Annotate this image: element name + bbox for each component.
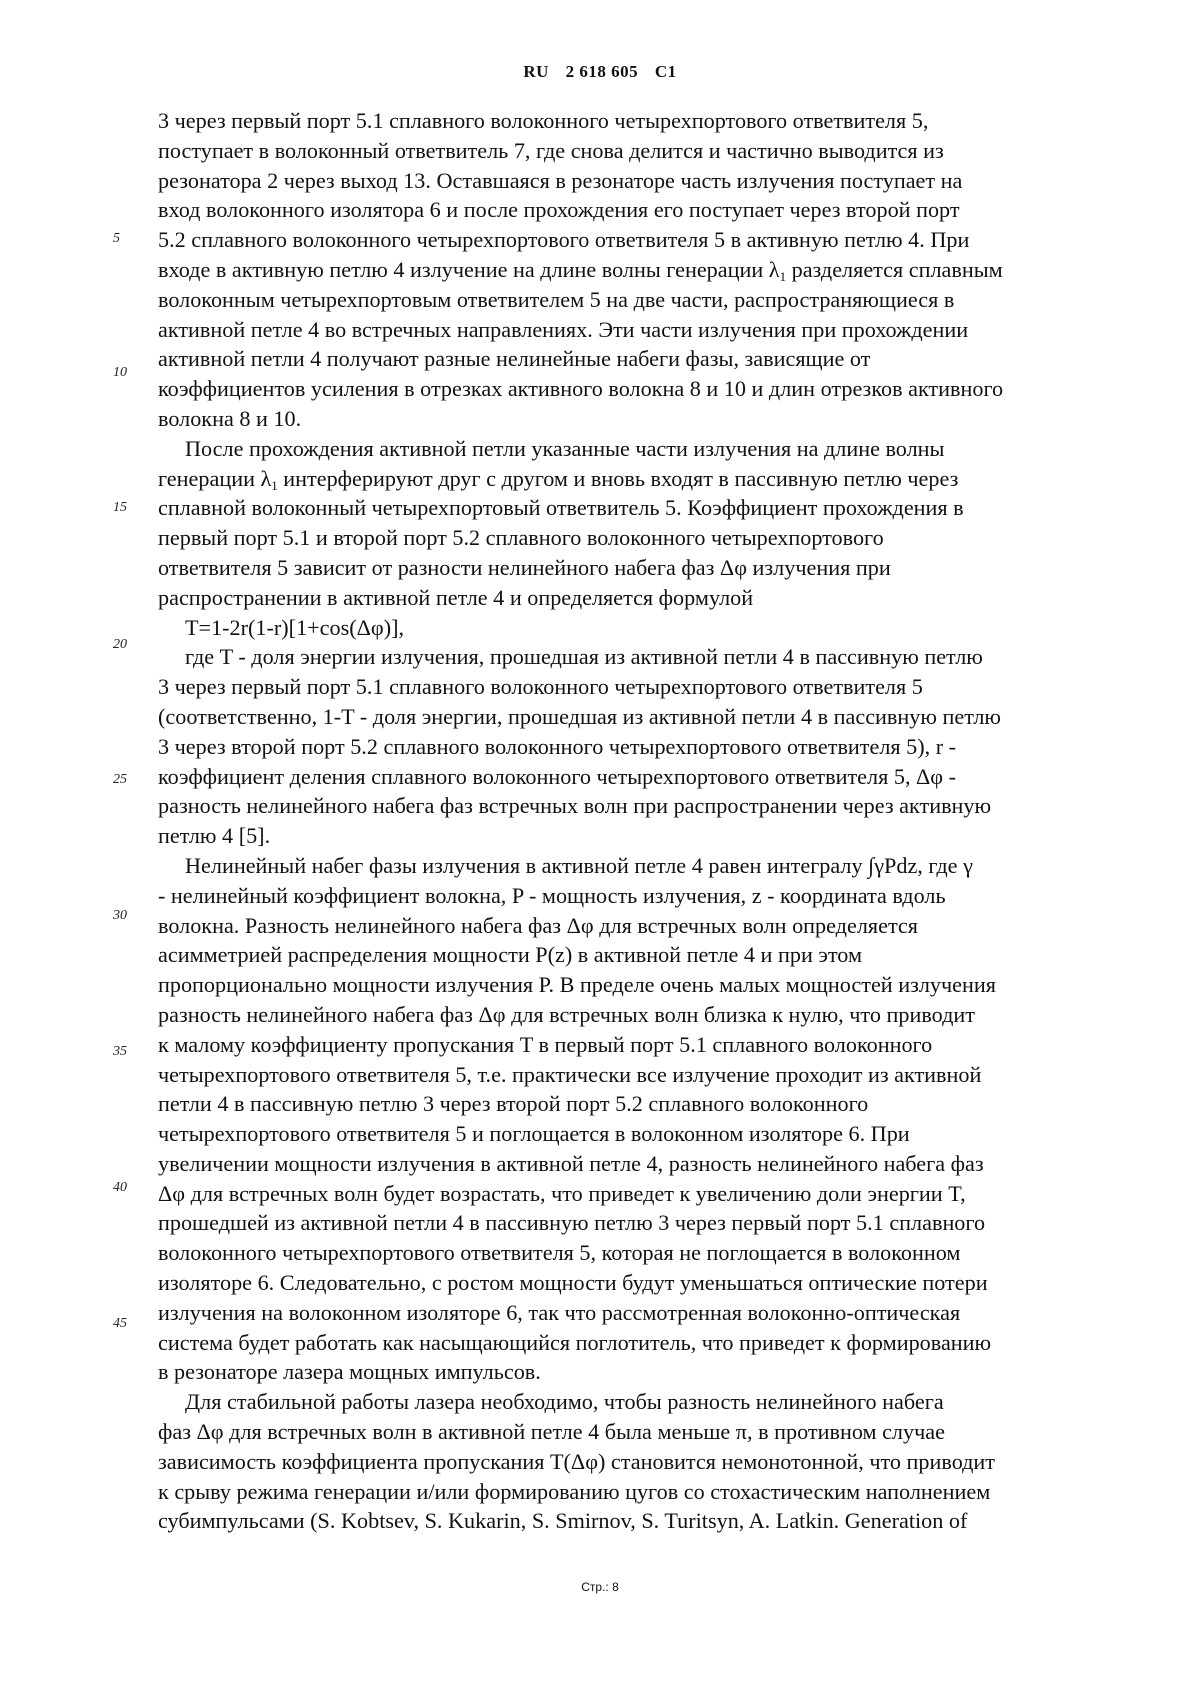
text-line: Δφ для встречных волн будет возрастать, что приведет к увеличению доли энергии T, xyxy=(158,1180,966,1206)
text-line: 3 через первый порт 5.1 сплавного волоконного четырехпортового ответвителя 5, xyxy=(158,108,929,133)
country-code: RU xyxy=(523,62,549,81)
text-line: волоконного четырехпортового ответвителя 5, которая не поглощается в волоконном xyxy=(158,1240,961,1266)
text-line: коэффициент деления сплавного волоконного четырехпортового ответвителя 5, Δφ - xyxy=(158,763,957,789)
text-line: где T - доля энергии излучения, прошедшая из активной петли 4 в пассивную петлю xyxy=(185,644,983,670)
patent-header xyxy=(0,62,1200,82)
line-number: 20 xyxy=(113,637,127,652)
text-line: увеличении мощности излучения в активной петле 4, разность нелинейного набега фаз xyxy=(158,1150,984,1176)
text-fragment: разделяется сплавным xyxy=(786,256,1003,282)
text-line: активной петле 4 во встречных направлениях. Эти части излучения при прохождении xyxy=(158,316,969,342)
text-line: волоконным четырехпортовым ответвителем 5 на две части, распространяющиеся в xyxy=(158,286,955,312)
text-line: прошедшей из активной петли 4 в пассивную петлю 3 через первый порт 5.1 сплавного xyxy=(158,1210,986,1236)
text-line: система будет работать как насыщающийся поглотитель, что приведет к формированию xyxy=(158,1329,992,1355)
text-line: фаз Δφ для встречных волн в активной петле 4 была меньше π, в противном случае xyxy=(158,1419,945,1445)
text-line: коэффициентов усиления в отрезках активного волокна 8 и 10 и длин отрезков активного xyxy=(158,376,1004,402)
text-line: пропорционально мощности излучения P. В пределе очень малых мощностей излучения xyxy=(158,972,996,998)
text-line: четырехпортового ответвителя 5 и поглощается в волоконном изоляторе 6. При xyxy=(158,1121,910,1147)
text-line: резонатора 2 через выход 13. Оставшаяся в резонаторе часть излучения поступает на xyxy=(158,167,963,193)
text-line: После прохождения активной петли указанные части излучения на длине волны xyxy=(185,435,945,461)
text-line: 3 через второй порт 5.2 сплавного волоконного четырехпортового ответвителя 5), r - xyxy=(158,733,957,759)
text-line: петлю 4 [5]. xyxy=(158,823,271,849)
text-line: к малому коэффициенту пропускания T в первый порт 5.1 сплавного волоконного xyxy=(158,1031,933,1057)
line-number: 15 xyxy=(113,500,127,515)
line-number: 30 xyxy=(113,908,127,923)
text-line xyxy=(158,464,1094,494)
text-line: петли 4 в пассивную петлю 3 через второй порт 5.2 сплавного волоконного xyxy=(158,1091,869,1117)
kind-code: C1 xyxy=(654,62,677,81)
text-fragment: интерферируют друг с другом и вновь входят в пассивную петлю через xyxy=(277,465,959,491)
line-number: 40 xyxy=(113,1180,127,1195)
text-line: разность нелинейного набега фаз встречных волн при распространении через активную xyxy=(158,793,992,819)
subscript: 1 xyxy=(779,268,787,284)
text-line: вход волоконного изолятора 6 и после прохождения его поступает через второй порт xyxy=(158,197,960,223)
text-fragment: входе в активную петлю 4 излучение на длине волны генерации λ xyxy=(158,256,780,282)
text-line: субимпульсами (S. Kobtsev, S. Kukarin, S. Smirnov, S. Turitsyn, A. Latkin. Generation of xyxy=(158,1508,968,1534)
text-line: сплавной волоконный четырехпортовый ответвитель 5. Коэффициент прохождения в xyxy=(158,495,964,521)
text-line: - нелинейный коэффициент волокна, P - мощность излучения, z - координата вдоль xyxy=(158,882,946,908)
text-line: Нелинейный набег фазы излучения в активной петле 4 равен интегралу ∫γPdz, где γ xyxy=(185,852,973,878)
patent-number: 2 618 605 xyxy=(565,62,639,81)
text-line: распространении в активной петле 4 и определяется формулой xyxy=(158,584,754,610)
line-number: 10 xyxy=(113,365,127,380)
line-number: 25 xyxy=(113,772,127,787)
text-line: зависимость коэффициента пропускания T(Δφ) становится немонотонной, что приводит xyxy=(158,1448,996,1474)
text-line: активной петли 4 получают разные нелинейные набеги фазы, зависящие от xyxy=(158,346,871,372)
text-line: первый порт 5.1 и второй порт 5.2 сплавного волоконного четырехпортового xyxy=(158,525,884,551)
text-line: волокна. Разность нелинейного набега фаз Δφ для встречных волн определяется xyxy=(158,912,918,938)
text-line: к срыву режима генерации и/или формированию цугов со стохастическим наполнением xyxy=(158,1478,991,1504)
patent-body-text xyxy=(158,106,1094,1536)
text-line: изоляторе 6. Следовательно, с ростом мощности будут уменьшаться оптические потери xyxy=(158,1270,988,1296)
text-line: 3 через первый порт 5.1 сплавного волоконного четырехпортового ответвителя 5 xyxy=(158,674,923,700)
page-footer: Стр.: 8 xyxy=(581,1580,619,1594)
text-line: 5.2 сплавного волоконного четырехпортового ответвителя 5 в активную петлю 4. При xyxy=(158,227,970,253)
text-line: (соответственно, 1-T - доля энергии, прошедшая из активной петли 4 в пассивную петлю xyxy=(158,703,1001,729)
text-line: волокна 8 и 10. xyxy=(158,405,302,431)
text-line: ответвителя 5 зависит от разности нелинейного набега фаз Δφ излучения при xyxy=(158,554,891,580)
text-fragment: генерации λ xyxy=(158,465,272,491)
line-number: 45 xyxy=(113,1316,127,1331)
line-number: 5 xyxy=(113,231,120,246)
formula: T=1-2r(1-r)[1+cos(Δφ)], xyxy=(185,614,405,640)
text-line: излучения на волоконном изоляторе 6, так что рассмотренная волоконно-оптическая xyxy=(158,1299,961,1325)
text-line: Для стабильной работы лазера необходимо, чтобы разность нелинейного набега xyxy=(185,1389,944,1415)
text-line: разность нелинейного набега фаз Δφ для встречных волн близка к нулю, что приводит xyxy=(158,1001,975,1027)
subscript: 1 xyxy=(271,477,278,493)
text-line: асимметрией распределения мощности P(z) в активной петле 4 и при этом xyxy=(158,942,862,968)
line-number: 35 xyxy=(113,1044,127,1059)
text-line: поступает в волоконный ответвитель 7, где снова делится и частично выводится из xyxy=(158,137,944,163)
text-line: в резонаторе лазера мощных импульсов. xyxy=(158,1359,541,1385)
text-line xyxy=(158,255,1094,285)
text-line: четырехпортового ответвителя 5, т.е. практически все излучение проходит из активной xyxy=(158,1061,982,1087)
